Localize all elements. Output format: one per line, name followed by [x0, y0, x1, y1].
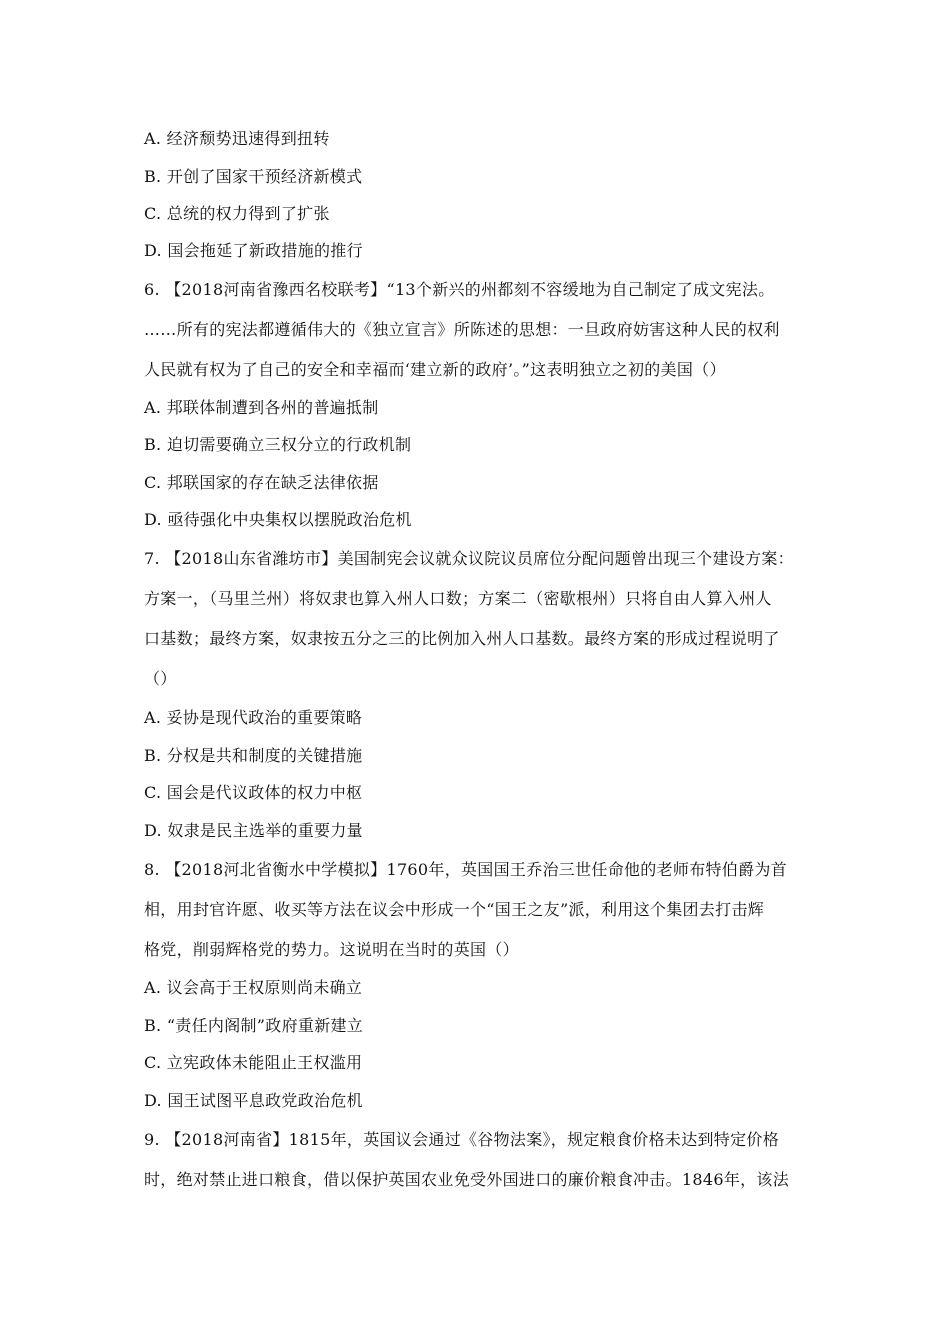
- question-7-stem-cont: （）: [144, 669, 177, 688]
- question-6-stem: 6. 【2018河南省豫西名校联考】“13个新兴的州都刻不容缓地为自己制定了成文宪法。: [144, 280, 775, 299]
- option-line: A. 议会高于王权原则尚未确立: [144, 978, 363, 997]
- option-line: B. 开创了国家干预经济新模式: [144, 167, 363, 186]
- question-8-stem: 8. 【2018河北省衡水中学模拟】1760年，英国国王乔治三世任命他的老师布特伯爵为首: [144, 860, 787, 879]
- question-6-stem-cont: ……所有的宪法都遵循伟大的《独立宣言》所陈述的思想：一旦政府妨害这种人民的权利: [144, 320, 780, 339]
- option-line: D. 亟待强化中央集权以摆脱政治危机: [144, 510, 412, 529]
- question-7-stem-cont: 方案一，（马里兰州）将奴隶也算入州人口数；方案二（密歇根州）只将自由人算入州人: [144, 589, 772, 608]
- question-9-stem: 9. 【2018河南省】1815年，英国议会通过《谷物法案》，规定粮食价格未达到特定价格: [144, 1130, 779, 1149]
- option-line: B. 迫切需要确立三权分立的行政机制: [144, 435, 412, 454]
- option-line: C. 总统的权力得到了扩张: [144, 204, 330, 223]
- option-line: B. “责任内阁制”政府重新建立: [144, 1016, 364, 1035]
- option-line: C. 立宪政体未能阻止王权滥用: [144, 1053, 363, 1072]
- option-line: D. 奴隶是民主选举的重要力量: [144, 821, 363, 840]
- option-line: B. 分权是共和制度的关键措施: [144, 746, 363, 765]
- question-7-stem-cont: 口基数；最终方案，奴隶按五分之三的比例加入州人口基数。最终方案的形成过程说明了: [144, 629, 780, 648]
- option-line: C. 邦联国家的存在缺乏法律依据: [144, 473, 379, 492]
- option-line: D. 国王试图平息政党政治危机: [144, 1091, 363, 1110]
- question-8-stem-cont: 相，用封官许愿、收买等方法在议会中形成一个“国王之友”派，利用这个集团去打击辉: [144, 900, 765, 919]
- question-6-stem-cont: 人民就有权为了自己的安全和幸福而‘建立新的政府’。”这表明独立之初的美国（）: [144, 360, 726, 379]
- option-line: A. 邦联体制遭到各州的普遍抵制: [144, 398, 379, 417]
- option-line: A. 经济颓势迅速得到扭转: [144, 129, 330, 148]
- question-8-stem-cont: 格党，削弱辉格党的势力。这说明在当时的英国（）: [144, 940, 519, 959]
- question-7-stem: 7. 【2018山东省潍坊市】美国制宪会议就众议院议员席位分配问题曾出现三个建设方案：: [144, 549, 794, 568]
- option-line: A. 妥协是现代政治的重要策略: [144, 708, 363, 727]
- option-line: D. 国会拖延了新政措施的推行: [144, 241, 363, 260]
- question-9-stem-cont: 时，绝对禁止进口粮食，借以保护英国农业免受外国进口的廉价粮食冲击。1846年，该法: [144, 1170, 790, 1189]
- option-line: C. 国会是代议政体的权力中枢: [144, 783, 363, 802]
